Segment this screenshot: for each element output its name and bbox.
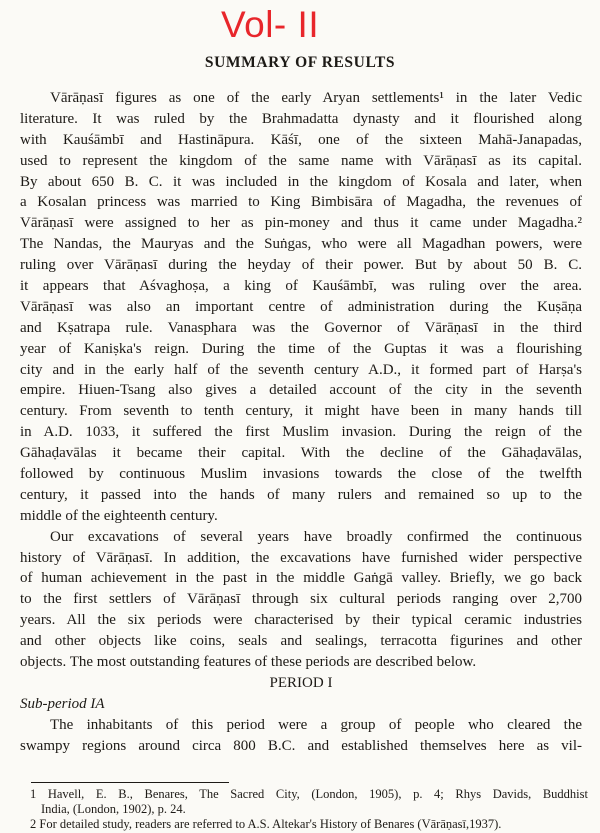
text-line: swampy regions around circa 800 B.C. and established themselves here as vil- (20, 737, 582, 754)
footnote-1-continued: India, (London, 1902), p. 24. (41, 802, 186, 816)
text-line: city and in the early half of the seventh century A.D., it formed part of Harṣa's (20, 361, 582, 378)
text-line: with Kauśāmbī and Hastināpura. Kāśī, one of the sixteen Mahā-Janapadas, (20, 131, 582, 148)
page-title: SUMMARY OF RESULTS (204, 54, 396, 71)
text-line: and other objects like coins, seals and sealings, terracotta figurines and other (20, 633, 582, 650)
text-line: followed by continuous Muslim invasions towards the close of the twelfth (20, 466, 582, 483)
text-line: literature. It was ruled by the Brahmadatta dynasty and it flourished along (20, 110, 582, 127)
text-line: century, it passed into the hands of many rulers and remained so up to the (20, 486, 582, 503)
subperiod-heading: Sub-period IA (20, 695, 105, 712)
period-heading: PERIOD I (269, 674, 333, 691)
footnote-1: 1 Havell, E. B., Benares, The Sacred City, (London, 1905), p. 4; Rhys Davids, Buddhist (30, 787, 588, 801)
document-body (20, 88, 582, 757)
text-line: history of Vārāṇasī. In addition, the excavations have furnished wider perspective (20, 549, 582, 566)
text-line: The inhabitants of this period were a group of people who cleared the (50, 716, 582, 733)
text-line: a Kosalan princess was married to King Bimbisāra of Magadha, the revenues of (20, 194, 582, 211)
paragraph-1 (20, 88, 582, 527)
footnote-divider (31, 782, 229, 783)
text-line: used to represent the kingdom of the same name with Vārāṇasī as its capital. (20, 152, 582, 169)
text-line: The Nandas, the Mauryas and the Suṅgas, who were all Magadhan powers, were (20, 236, 582, 253)
text-line: of human achievement in the past in the middle Gaṅgā valley. Briefly, we go back (20, 570, 582, 587)
text-line: years. All the six periods were characterised by their typical ceramic industries (20, 612, 582, 629)
text-line: Vārāṇasī was also an important centre of administration during the Kuṣāṇa (20, 298, 582, 315)
paragraph-3 (20, 715, 582, 757)
text-line: century. From seventh to tenth century, it might have been in many hands till (20, 403, 582, 420)
text-line: objects. The most outstanding features of these periods are described below. (20, 654, 477, 671)
text-line: year of Kaniṣka's reign. During the time of the Guptas it was a flourishing (20, 340, 582, 357)
text-line: ruling over Vārāṇasī during the heyday of their power. But by about 50 B. C. (20, 257, 582, 274)
text-line: it appears that Aśvaghoṣa, a king of Kauśāmbī, was ruling over the area. (20, 278, 582, 295)
text-line: and Kṣatrapa rule. Vanaspharа was the Governor of Vārāṇasī in the third (20, 319, 582, 336)
text-line: middle of the eighteenth century. (20, 507, 218, 524)
paragraph-2 (20, 527, 582, 673)
text-line: empire. Hiuen-Tsang also gives a detailed account of the city in the seventh (20, 382, 582, 399)
text-line: By about 650 B. C. it was included in the kingdom of Kosala and later, when (20, 173, 582, 190)
text-line: to the first settlers of Vārāṇasī through six cultural periods ranging over 2,700 (20, 591, 582, 608)
footnote-2: 2 For detailed study, readers are referred to A.S. Altekar's History of Benares (Vārāṇasī,1937). (30, 817, 502, 831)
volume-label: Vol- II (221, 4, 320, 45)
text-line: Gāhaḍavālas it became their capital. With the decline of the Gāhaḍavālas, (20, 445, 582, 462)
text-line: Vārāṇasī were assigned to her as pin-money and thus it came under Magadha.² (20, 215, 582, 232)
text-line: Vārāṇasī figures as one of the early Aryan settlements¹ in the later Vedic (50, 90, 582, 106)
text-line: Our excavations of several years have broadly confirmed the continuous (50, 528, 582, 545)
text-line: in A.D. 1033, it suffered the first Muslim invasion. During the reign of the (20, 424, 582, 441)
